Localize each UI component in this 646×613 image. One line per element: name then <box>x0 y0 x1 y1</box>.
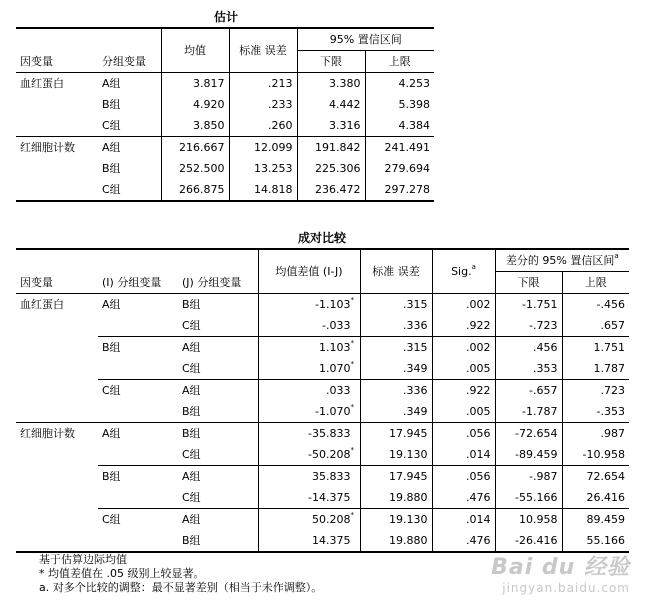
lower-cell: 3.316 <box>297 115 365 137</box>
lower-cell: -1.787 <box>495 401 562 423</box>
dependent-variable-cell: 血红蛋白 <box>20 298 64 311</box>
sig-cell: .476 <box>432 487 495 509</box>
mean-cell: 3.850 <box>161 115 229 137</box>
j-group-cell: A组 <box>178 509 258 531</box>
std-error-cell: 19.130 <box>360 444 432 466</box>
std-error-cell: .233 <box>229 94 297 115</box>
mean-difference-value: -14.375 <box>308 491 351 504</box>
sig-cell: .476 <box>432 530 495 552</box>
std-error-cell: 17.945 <box>360 423 432 445</box>
header-group-variable: 分组变量 <box>98 28 161 73</box>
j-group-cell: B组 <box>182 534 201 547</box>
upper-cell: .723 <box>562 380 629 402</box>
header-sig <box>432 249 495 294</box>
lower-cell: -.723 <box>495 315 562 337</box>
estimates-title: 估计 <box>213 10 238 24</box>
lower-cell: -89.459 <box>495 444 562 466</box>
std-error-cell: 12.099 <box>229 137 297 159</box>
table-row <box>16 294 629 316</box>
lower-cell: 3.380 <box>297 73 365 95</box>
header-mean-difference: 均值差值 (I-J) <box>258 249 360 294</box>
table-row <box>16 337 629 359</box>
mean-difference-cell: 1.070* <box>258 358 360 380</box>
mean-difference-value: -50.208 <box>308 448 351 461</box>
header-confidence-interval: 95% 置信区间 <box>297 28 434 51</box>
lower-cell: 191.842 <box>297 137 365 159</box>
table-row <box>16 423 629 445</box>
estimates-table <box>16 27 434 202</box>
mean-difference-cell <box>258 423 360 445</box>
lower-cell: .456 <box>495 337 562 359</box>
header-dependent-variable: 因变量 <box>16 249 98 294</box>
dependent-variable-cell: 红细胞计数 <box>16 423 98 553</box>
header-std-error: 标准 误差 <box>360 249 432 294</box>
lower-cell: 236.472 <box>297 179 365 201</box>
group-cell: A组 <box>98 137 161 159</box>
upper-cell: -10.958 <box>562 444 629 466</box>
lower-cell: -.657 <box>495 380 562 402</box>
header-sig-footnote: a <box>471 263 476 271</box>
std-error-cell: 17.945 <box>360 466 432 488</box>
group-cell: A组 <box>102 77 121 90</box>
group-cell: B组 <box>102 98 121 111</box>
watermark-brand: Bai du 经验 <box>491 555 630 580</box>
std-error-cell: .336 <box>360 315 432 337</box>
sig-cell: .002 <box>432 294 495 316</box>
lower-cell: -1.751 <box>495 294 562 316</box>
j-group-cell: A组 <box>178 380 258 402</box>
i-group-cell: B组 <box>98 337 178 380</box>
lower-cell: 225.306 <box>297 158 365 179</box>
i-group-cell: A组 <box>102 298 121 311</box>
j-group-cell: C组 <box>182 362 201 375</box>
footnote-basis: 基于估算边际均值 <box>39 553 127 566</box>
sig-cell: .002 <box>432 337 495 359</box>
i-group-cell: A组 <box>98 423 178 466</box>
upper-cell: 241.491 <box>365 137 434 159</box>
mean-difference-cell <box>258 315 360 337</box>
table-row <box>16 137 434 159</box>
j-group-cell: B组 <box>182 405 201 418</box>
lower-cell: 4.442 <box>297 94 365 115</box>
mean-difference-value: -1.070 <box>315 405 351 418</box>
group-cell: C组 <box>102 183 121 196</box>
upper-cell: -.353 <box>562 401 629 423</box>
header-mean: 均值 <box>161 28 229 73</box>
footnote-adjustment: a. 对多个比较的调整：最不显著差别（相当于未作调整）。 <box>39 581 323 594</box>
std-error-cell: .213 <box>229 73 297 95</box>
mean-difference-cell: -1.070* <box>258 401 360 423</box>
mean-difference-value: -1.103 <box>315 298 351 311</box>
lower-cell: -.987 <box>495 466 562 488</box>
upper-cell: 1.751 <box>562 337 629 359</box>
header-upper: 上限 <box>562 272 629 294</box>
std-error-cell: 19.880 <box>360 530 432 552</box>
i-group-cell: C组 <box>98 380 178 423</box>
header-lower: 下限 <box>495 272 562 294</box>
std-error-cell: .315 <box>360 294 432 316</box>
upper-cell: 4.384 <box>365 115 434 137</box>
table-row <box>16 509 629 531</box>
lower-cell: -26.416 <box>495 530 562 552</box>
mean-difference-value: 1.103 <box>319 341 351 354</box>
mean-difference-value: -35.833 <box>308 427 351 440</box>
mean-difference-cell: 50.208* <box>258 509 360 531</box>
i-group-cell: C组 <box>98 509 178 553</box>
upper-cell: 55.166 <box>562 530 629 552</box>
header-std-error: 标准 误差 <box>229 28 297 73</box>
std-error-cell: .349 <box>360 401 432 423</box>
sig-cell: .014 <box>432 444 495 466</box>
std-error-cell: 13.253 <box>229 158 297 179</box>
mean-difference-value: 50.208 <box>312 513 351 526</box>
mean-cell: 4.920 <box>161 94 229 115</box>
dependent-variable-cell: 红细胞计数 <box>16 137 98 202</box>
sig-cell: .005 <box>432 358 495 380</box>
header-ci-footnote: a <box>614 252 619 260</box>
j-group-cell: B组 <box>178 423 258 445</box>
lower-cell: 10.958 <box>495 509 562 531</box>
mean-difference-cell: 1.103* <box>258 337 360 359</box>
std-error-cell: .315 <box>360 337 432 359</box>
upper-cell: 89.459 <box>562 509 629 531</box>
group-cell: C组 <box>102 119 121 132</box>
group-cell: B组 <box>102 162 121 175</box>
std-error-cell: 19.130 <box>360 509 432 531</box>
upper-cell: 279.694 <box>365 158 434 179</box>
header-j-group: (J) 分组变量 <box>178 249 258 294</box>
mean-cell: 3.817 <box>161 73 229 95</box>
std-error-cell: 14.818 <box>229 179 297 201</box>
pairwise-table <box>16 248 629 553</box>
mean-difference-cell: -1.103* <box>258 294 360 316</box>
std-error-cell: .336 <box>360 380 432 402</box>
table-row <box>16 73 434 95</box>
mean-difference-value: -.033 <box>322 319 351 332</box>
std-error-cell: .349 <box>360 358 432 380</box>
mean-difference-value: 1.070 <box>319 362 351 375</box>
sig-cell: .922 <box>432 380 495 402</box>
j-group-cell: C组 <box>182 319 201 332</box>
mean-difference-cell <box>258 466 360 488</box>
sig-cell: .922 <box>432 315 495 337</box>
header-ci-label: 差分的 95% 置信区间 <box>505 254 615 267</box>
upper-cell: 297.278 <box>365 179 434 201</box>
mean-difference-cell <box>258 530 360 552</box>
sig-cell: .056 <box>432 423 495 445</box>
mean-cell: 266.875 <box>161 179 229 201</box>
lower-cell: -72.654 <box>495 423 562 445</box>
std-error-cell: .260 <box>229 115 297 137</box>
lower-cell: -55.166 <box>495 487 562 509</box>
upper-cell: 4.253 <box>365 73 434 95</box>
mean-cell: 252.500 <box>161 158 229 179</box>
dependent-variable-cell: 血红蛋白 <box>20 77 64 90</box>
mean-difference-value: .033 <box>326 384 351 397</box>
mean-difference-cell: -50.208* <box>258 444 360 466</box>
upper-cell: 1.787 <box>562 358 629 380</box>
table-row <box>16 466 629 488</box>
upper-cell: 26.416 <box>562 487 629 509</box>
header-i-group: (I) 分组变量 <box>98 249 178 294</box>
j-group-cell: C组 <box>182 491 201 504</box>
header-upper: 上限 <box>365 51 434 73</box>
header-lower: 下限 <box>297 51 365 73</box>
j-group-cell: B组 <box>182 298 201 311</box>
i-group-cell: B组 <box>98 466 178 509</box>
footnotes <box>39 553 322 595</box>
mean-difference-cell <box>258 380 360 402</box>
upper-cell: 72.654 <box>562 466 629 488</box>
watermark-logo <box>491 550 630 595</box>
mean-cell: 216.667 <box>161 137 229 159</box>
header-diff-confidence-interval <box>495 249 629 272</box>
j-group-cell: A组 <box>178 466 258 488</box>
upper-cell: 5.398 <box>365 94 434 115</box>
j-group-cell: A组 <box>178 337 258 359</box>
table-row <box>16 380 629 402</box>
watermark-url: jingyan.baidu.com <box>502 581 630 595</box>
j-group-cell: C组 <box>182 448 201 461</box>
mean-difference-cell <box>258 487 360 509</box>
header-sig-label: Sig. <box>451 265 472 278</box>
sig-cell: .005 <box>432 401 495 423</box>
upper-cell: .987 <box>562 423 629 445</box>
pairwise-title: 成对比较 <box>297 231 346 245</box>
upper-cell: -.456 <box>562 294 629 316</box>
mean-difference-value: 14.375 <box>312 534 351 547</box>
header-dependent-variable: 因变量 <box>16 28 98 73</box>
footnote-significance: * 均值差值在 .05 级别上较显著。 <box>39 567 205 580</box>
upper-cell: .657 <box>562 315 629 337</box>
sig-cell: .056 <box>432 466 495 488</box>
lower-cell: .353 <box>495 358 562 380</box>
std-error-cell: 19.880 <box>360 487 432 509</box>
sig-cell: .014 <box>432 509 495 531</box>
mean-difference-value: 35.833 <box>312 470 351 483</box>
